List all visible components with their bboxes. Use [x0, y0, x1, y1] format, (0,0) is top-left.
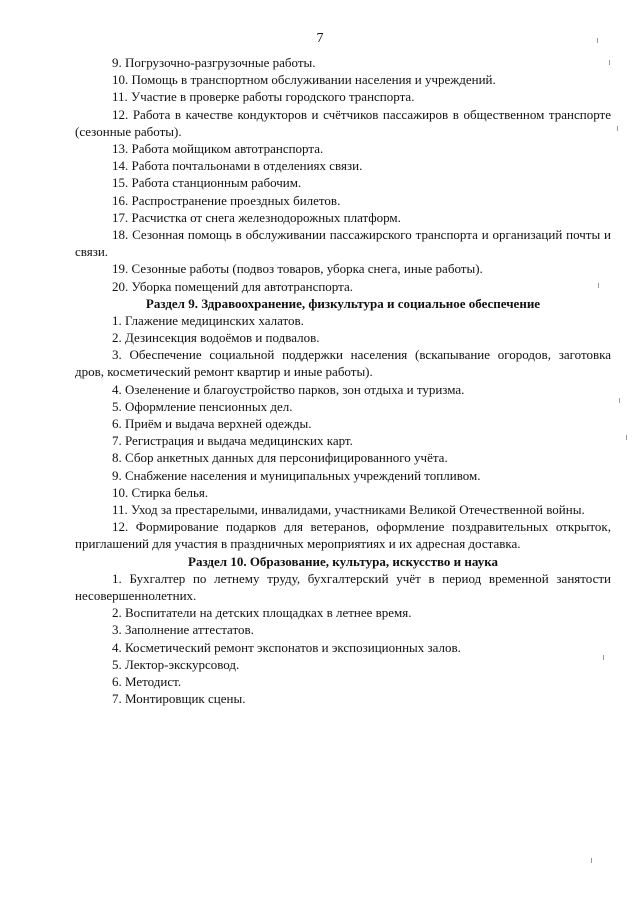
list-item: 17. Расчистка от снега железнодорожных платформ. [112, 209, 401, 225]
transport-list [75, 54, 611, 295]
list-item: 3. Заполнение аттестатов. [112, 622, 254, 638]
scan-speck [626, 435, 627, 440]
list-item: 8. Сбор анкетных данных для персонифицированного учёта. [112, 450, 448, 466]
list-item: 11. Уход за престарелыми, инвалидами, участниками Великой Отечественной войны. [112, 502, 585, 518]
section-10-heading: Раздел 10. Образование, культура, искусство и наука [188, 553, 498, 569]
list-item: 4. Озеленение и благоустройство парков, зон отдыха и туризма. [112, 381, 465, 397]
list-item: 6. Приём и выдача верхней одежды. [112, 416, 312, 432]
list-item: 9. Погрузочно-разгрузочные работы. [112, 55, 316, 70]
list-item: 20. Уборка помещений для автотранспорта. [112, 278, 353, 294]
section-9-heading: Раздел 9. Здравоохранение, физкультура и социальное обеспечение [145, 295, 541, 311]
document-body [75, 54, 611, 707]
list-item: 10. Стирка белья. [112, 484, 209, 500]
list-item: 18. Сезонная помощь в обслуживании пассажирского транспорта и организаций почты и связи. [75, 227, 611, 260]
list-item: 10. Помощь в транспортном обслуживании населения и учреждений. [112, 72, 496, 88]
list-item: 1. Глажение медицинских халатов. [112, 312, 304, 328]
list-item: 2. Воспитатели на детских площадках в летнее время. [112, 605, 412, 621]
list-item: 2. Дезинсекция водоёмов и подвалов. [112, 330, 320, 346]
list-item: 12. Формирование подарков для ветеранов, оформление поздравительных открыток, приглашений для участия в праздничных мероприятиях и их адресная доставка. [75, 519, 611, 552]
list-item: 15. Работа станционным рабочим. [112, 175, 302, 191]
section-10-list [75, 570, 611, 708]
list-item: 5. Лектор-экскурсовод. [112, 656, 240, 672]
list-item: 9. Снабжение населения и муниципальных учреждений топливом. [112, 467, 481, 483]
list-item: 14. Работа почтальонами в отделениях связи. [112, 158, 363, 174]
scan-speck [603, 655, 604, 660]
scan-speck [609, 60, 610, 65]
list-item: 6. Методист. [112, 673, 182, 689]
scan-speck [597, 38, 598, 43]
list-item: 11. Участие в проверке работы городского транспорта. [112, 89, 415, 105]
list-item: 16. Распространение проездных билетов. [112, 192, 341, 208]
list-item: 4. Косметический ремонт экспонатов и экспозиционных залов. [112, 639, 461, 655]
list-item: 5. Оформление пенсионных дел. [112, 398, 293, 414]
scan-speck [598, 283, 599, 288]
list-item: 12. Работа в качестве кондукторов и счётчиков пассажиров в общественном транспорте (сезонные работы). [75, 106, 611, 139]
list-item: 7. Регистрация и выдача медицинских карт. [112, 433, 353, 449]
list-item: 7. Монтировщик сцены. [112, 691, 246, 707]
list-item: 1. Бухгалтер по летнему труду, бухгалтерский учёт в период временной занятости несовершеннолетних. [75, 570, 611, 603]
page-number: 7 [316, 31, 324, 46]
scan-speck [619, 398, 620, 403]
list-item: 13. Работа мойщиком автотранспорта. [112, 141, 324, 157]
section-9-list [75, 312, 611, 553]
list-item: 3. Обеспечение социальной поддержки населения (вскапывание огородов, заготовка дров, косметический ремонт квартир и иные работы). [75, 347, 611, 380]
scan-speck [617, 126, 618, 131]
list-item: 19. Сезонные работы (подвоз товаров, уборка снега, иные работы). [112, 261, 483, 277]
scan-speck [591, 858, 592, 863]
